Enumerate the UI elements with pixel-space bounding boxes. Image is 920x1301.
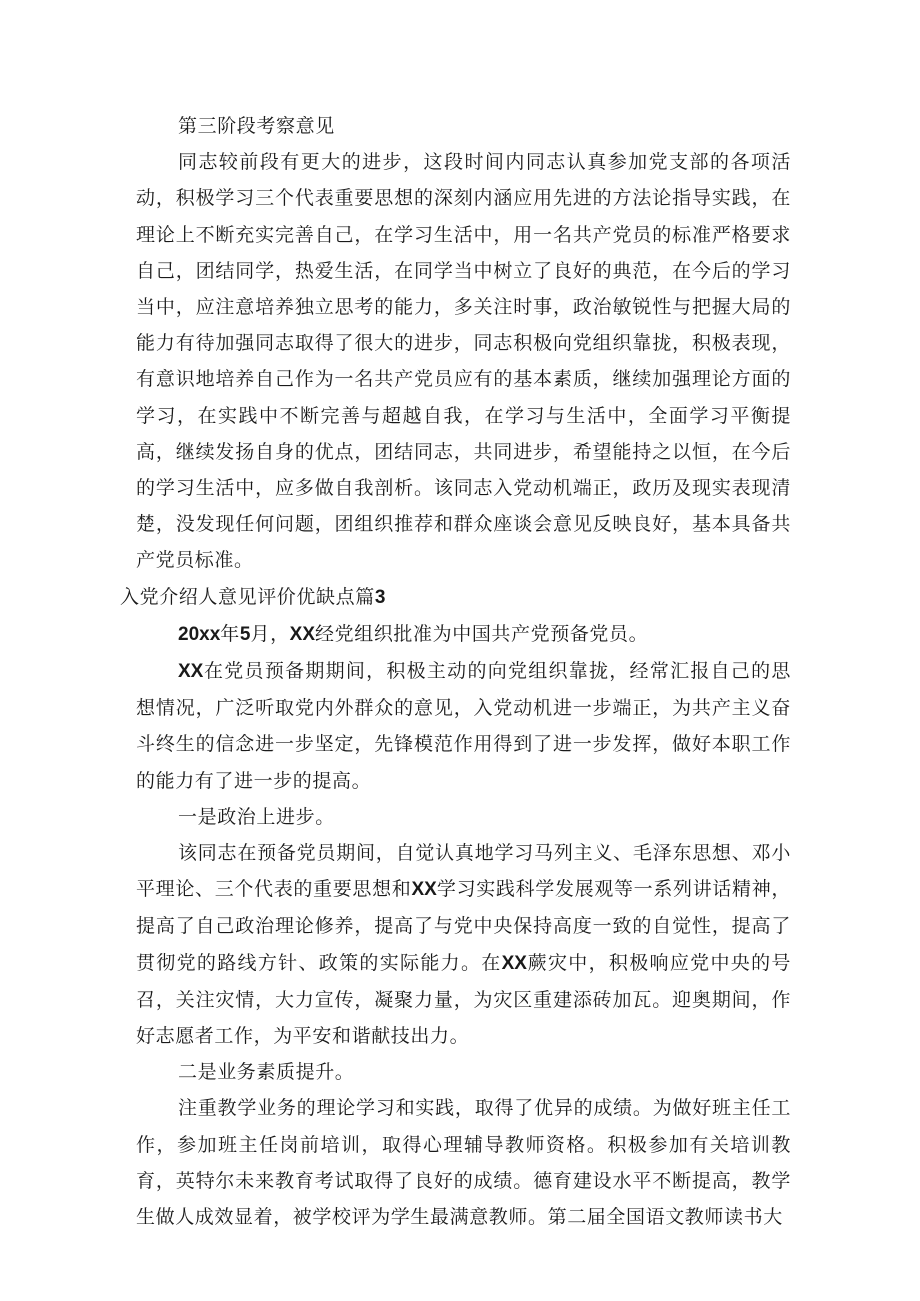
placeholder-xx: XX [501,952,527,974]
paragraph-probation [136,653,791,799]
person-placeholder: XX [289,623,316,645]
politics-text-b: 学习实践科学发展观等一系列讲话精神，提高了自己政治理论修养，提高了与党中央保持高度一致的自觉性，提高了贯彻党的路线方针、政策的实际能力。在 [136,878,791,974]
month-value: 5 [239,623,251,645]
article-title-number: 3 [374,586,386,608]
paragraph-stage3-opinion: 同志较前段有更大的进步，这段时间内同志认真参加党支部的各项活动，积极学习三个代表重要思想的深刻内涵应用先进的方法论指导实践，在理论上不断充实完善自己，在学习生活中，用一名共产党员的标准严格要求自己，团结同学，热爱生活，在同学当中树立了良好的典范，在今后的学习当中，应注意培养独立思考的能力，多关注时事，政治敏锐性与把握大局的能力有待加强同志取得了很大的进步，同志积极向党组织靠拢，积极表现，有意识地培养自己作为一名共产党员应有的基本素质，继续加强理论方面的学习，在实践中不断完善与超越自我，在学习与生活中，全面学习平衡提高，继续发扬自身的优点，团结同志，共同进步，希望能持之以恒，在今后的学习生活中，应多做自我剖析。该同志入党动机端正，政历及现实表现清楚，没发现任何问题，团组织推荐和群众座谈会意见反映良好，基本具备共产党员标准。 [136,151,791,572]
approval-text: 经党组织批准为中国共产党预备党员。 [315,622,649,645]
article-title-text: 入党介绍人意见评价优缺点篇 [120,585,375,608]
article-title [120,579,791,616]
paragraph-approval-date [136,616,791,653]
section-heading-stage3: 第三阶段考察意见 [178,115,335,137]
politics-text-a: 该同志在预备党员期间，自觉认真地学习马列主义、毛泽东思想、邓小平理论、三个代表的重要思想和 [136,842,791,901]
document-body [120,108,791,1235]
heading-politics: 一是政治上进步。 [178,805,335,828]
year-unit: 年 [220,622,240,645]
placeholder-xx: XX [411,879,437,901]
paragraph-politics [136,835,791,1054]
paragraph-business: 注重教学业务的理论学习和实践，取得了优异的成绩。为做好班主任工作，参加班主任岗前培训，取得心理辅导教师资格。积极参加有关培训教育，英特尔未来教育考试取得了良好的成绩。德育建设水平不断提高，教学生做人成效显着，被学校评为学生最满意教师。第二届全国语文教师读书大 [136,1097,791,1229]
probation-text: 在党员预备期期间，积极主动的向党组织靠拢，经常汇报自己的思想情况，广泛听取党内外群众的意见，入党动机进一步端正，为共产主义奋斗终生的信念进一步坚定，先锋模范作用得到了进一步发挥，做好本职工作的能力有了进一步的提高。 [136,660,791,792]
person-placeholder: XX [178,661,204,683]
month-unit: 月， [250,622,290,645]
heading-business: 二是业务素质提升。 [178,1061,355,1084]
year-value: 20xx [178,623,221,645]
politics-text-c: 蕨灾中，积极响应党中央的号召，关注灾情，大力宣传，凝聚力量，为灾区重建添砖加瓦。迎奥期间，作好志愿者工作，为平安和谐献技出力。 [136,951,791,1048]
